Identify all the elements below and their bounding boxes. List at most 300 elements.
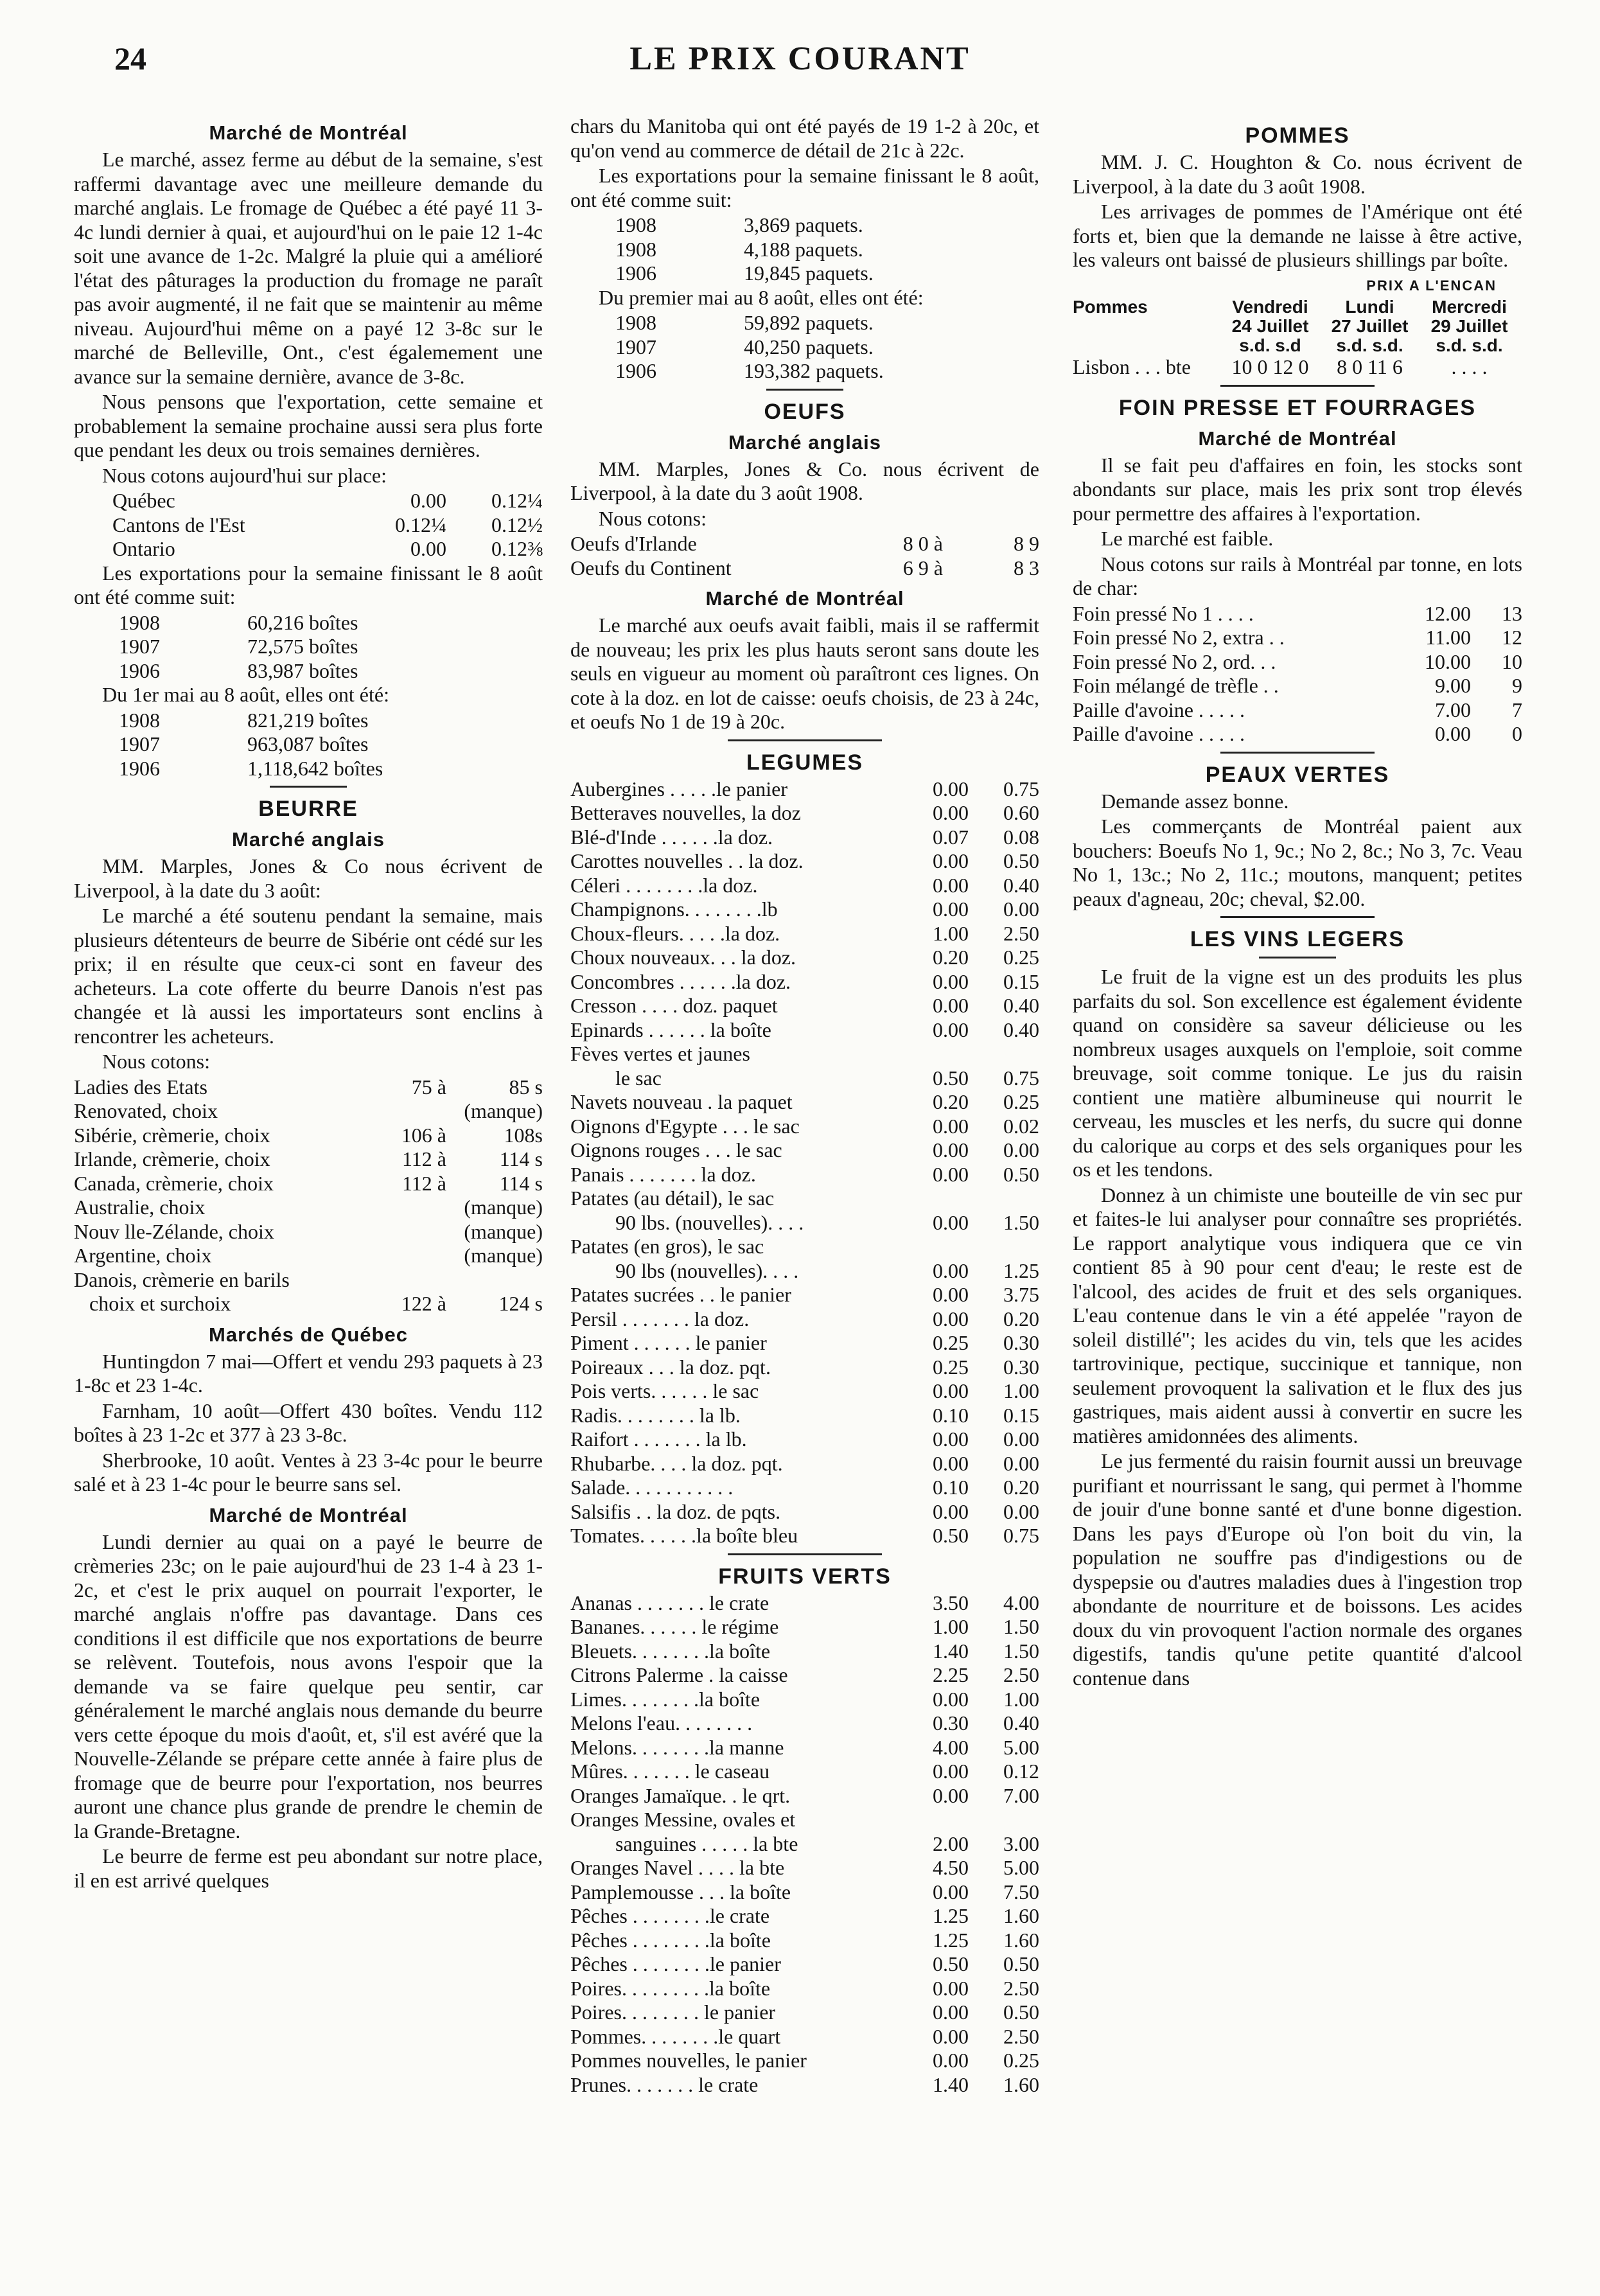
price-high: 2.50: [1003, 2024, 1039, 2048]
price-low: 7.00: [1435, 698, 1471, 721]
price-row: [570, 1904, 1039, 1929]
price-low: 0.00: [933, 1976, 969, 2000]
item-label: Bleuets. . . . . . . .la boîte: [570, 1639, 771, 1663]
item-label: 90 lbs (nouvelles). . . .: [615, 1258, 799, 1282]
price-low: 0.00: [933, 897, 969, 921]
oeufs-cotons-intro: Nous cotons:: [599, 506, 707, 530]
item-label: Epinards . . . . . . la boîte: [570, 1018, 771, 1041]
item-label: Fèves vertes et jaunes: [570, 1042, 750, 1065]
price-row: [570, 777, 1039, 802]
price-low: 0.00: [933, 1258, 969, 1282]
price-row: [570, 1331, 1039, 1356]
fromage-export-intro: Les exportations pour la semaine finissant le 8 août ont été comme suit:: [74, 561, 543, 608]
item-label: Rhubarbe. . . . la doz. pqt.: [570, 1451, 783, 1475]
price-row: [570, 1211, 1039, 1235]
price-row: [570, 2073, 1039, 2097]
price-row: [570, 874, 1039, 898]
price-row: Argentine, choix (manque): [74, 1244, 543, 1267]
price-high: 0.30: [1003, 1331, 1039, 1354]
price-high: [969, 1808, 1039, 1832]
item-label: Oignons rouges . . . le sac: [570, 1138, 782, 1161]
item-label: Paille d'avoine . . . . .: [1073, 722, 1245, 745]
price-high: 3.75: [1003, 1283, 1039, 1306]
price-high: 10: [1502, 649, 1522, 673]
price-row: [570, 2049, 1039, 2073]
price-row: choix et surchoix 122 à 124 s: [89, 1292, 543, 1315]
section-divider: [1220, 916, 1375, 918]
price-row: [570, 922, 1039, 946]
item-label: Citrons Palerme . la caisse: [570, 1663, 788, 1686]
export-row: 1907 72,575 boîtes: [119, 635, 358, 658]
price-row: [1073, 722, 1522, 746]
price-high: 0.50: [1003, 2000, 1039, 2024]
danois-label: Danois, crèmerie en barils: [74, 1267, 290, 1291]
item-label: Oranges Navel . . . . la bte: [570, 1856, 785, 1879]
pommes-para-1: MM. J. C. Houghton & Co. nous écrivent de Liverpool, à la date du 3 août 1908.: [1073, 150, 1522, 198]
price-low: 0.00: [933, 1210, 969, 1234]
price-row: [570, 1476, 1039, 1500]
price-high: 1.00: [1003, 1379, 1039, 1402]
price-high: 0.50: [1003, 849, 1039, 872]
item-label: Pêches . . . . . . . .la boîte: [570, 1928, 771, 1952]
price-low: 0.00: [933, 1499, 969, 1523]
item-label: Céleri . . . . . . . .la doz.: [570, 873, 758, 897]
beurre-para-2: Le marché a été soutenu pendant la semaine, mais plusieurs détenteurs de beurre de Sibérie ont cédé sur les prix; il en résulte que ceux-ci sont en faveur des acheteurs. La cote offerte du beurre Danois n'est pas changée et là aussi les importateurs sont enclins à rencontrer les acheteurs.: [74, 904, 543, 1048]
auction-caption: PRIX A L'ENCAN: [1366, 277, 1497, 294]
beurre-price-table: [74, 1075, 543, 1316]
auction-head-row: Pommes Vendredi Lundi Mercredi: [1073, 297, 1507, 317]
price-row: [570, 1688, 1039, 1712]
vins-para: Le jus fermenté du raisin fournit aussi un breuvage purifiant et nourrissant le sang, qui permet à l'homme de jouir d'une bonne santé et d'une bonne digestion. Dans les pays d'Europe où l'on boit du vin, la population ne souffre pas d'indigestions ou de dyspepsie ou d'autres maladies dues à l'ingestion trop abondante de nourriture et de boissons. Les acides doux du vin provoquent l'action normale des organes digestifs, tandis qu'une petite quantité d'alcool contenue dans: [1073, 1449, 1522, 1690]
price-row: [570, 1187, 1039, 1211]
price-high: 0.75: [1003, 1066, 1039, 1090]
auction-row: Lisbon . . . bte 10 0 12 0 8 0 11 6 . . . .: [1073, 355, 1488, 378]
price-row: [570, 1283, 1039, 1307]
export-row: 1907 963,087 boîtes: [119, 732, 369, 755]
item-label: Foin pressé No 1 . . . .: [1073, 601, 1254, 625]
price-low: 1.40: [933, 2072, 969, 2096]
price-row: [1073, 674, 1522, 698]
price-low: 4.50: [933, 1856, 969, 1879]
item-label: Choux-fleurs. . . . .la doz.: [570, 921, 780, 945]
item-label: le sac: [615, 1066, 662, 1090]
price-row: [570, 1115, 1039, 1139]
foin-price-list: [1073, 602, 1522, 746]
fromage-para-1: Le marché, assez ferme au début de la semaine, s'est raffermi davantage avec une meilleure demande du marché anglais. Le fromage de Québec a été payé 11 3-4c lundi dernier à quai, et aujourd'hui on le paie 12 1-4c soit une avance de 1-2c. Malgré la pluie qui a amélioré l'état des pâturages la production du fromage ne paraît pas avoir augmenté, il ne fait que se maintenir au même niveau. Aujourd'hui même on a payé 12 3-8c sur le marché de Belleville, Ont., c'est égalemement une avance sur la semaine dernière, avance de 3-8c.: [74, 148, 543, 388]
price-row: [570, 1760, 1039, 1784]
price-row: [1073, 698, 1522, 723]
price-row: [570, 1235, 1039, 1259]
price-low: 0.00: [933, 1018, 969, 1041]
price-low: 0.10: [933, 1476, 969, 1499]
price-low: 0.00: [933, 2049, 969, 2072]
item-label: Oignons d'Egypte . . . le sac: [570, 1114, 800, 1138]
price-low: [892, 1235, 969, 1259]
item-label: 90 lbs. (nouvelles). . . .: [615, 1210, 804, 1234]
price-high: [969, 1042, 1039, 1066]
price-low: 0.00: [933, 1687, 969, 1711]
item-label: Salade. . . . . . . . . . .: [570, 1476, 734, 1499]
fruits-heading: FRUITS VERTS: [718, 1564, 892, 1589]
price-row: [570, 1711, 1039, 1736]
price-high: 0.40: [1003, 994, 1039, 1017]
price-low: 0.50: [933, 1066, 969, 1090]
price-row: [570, 1832, 1039, 1857]
price-high: 7.50: [1003, 1880, 1039, 1903]
price-high: 7: [1512, 698, 1522, 721]
price-row: [570, 1784, 1039, 1808]
auction-head-row: 24 Juillet 27 Juillet 29 Juillet: [1231, 316, 1508, 336]
auction-head-row: s.d. s.d s.d. s.d. s.d. s.d.: [1239, 335, 1503, 355]
price-low: 1.40: [933, 1639, 969, 1663]
price-low: 0.20: [933, 1090, 969, 1113]
foin-para-3: Nous cotons sur rails à Montréal par tonne, en lots de char:: [1073, 552, 1522, 599]
item-label: Pommes nouvelles, le panier: [570, 2049, 807, 2072]
price-row: [570, 1663, 1039, 1688]
pommes-heading: POMMES: [1245, 123, 1350, 148]
item-label: Persil . . . . . . . la doz.: [570, 1307, 750, 1330]
fromage-cotons-intro: Nous cotons aujourd'hui sur place:: [102, 463, 387, 487]
price-low: [892, 1042, 969, 1066]
item-label: Piment . . . . . . le panier: [570, 1331, 767, 1354]
price-low: 11.00: [1425, 626, 1471, 649]
oeufs-para-1: MM. Marples, Jones & Co. nous écrivent de Liverpool, à la date du 3 août 1908.: [570, 457, 1039, 504]
item-label: Blé-d'Inde . . . . . .la doz.: [570, 825, 773, 849]
item-label: Poireaux . . . la doz. pqt.: [570, 1355, 771, 1379]
price-row: [570, 1259, 1039, 1284]
price-row: [570, 1356, 1039, 1380]
price-high: 0.12: [1003, 1760, 1039, 1783]
price-row: [570, 1977, 1039, 2001]
price-high: 7.00: [1003, 1783, 1039, 1807]
item-label: Pommes. . . . . . . .le quart: [570, 2024, 781, 2048]
price-high: 4.00: [1003, 1591, 1039, 1614]
price-high: 0.40: [1003, 873, 1039, 897]
price-row: Australie, choix (manque): [74, 1196, 543, 1219]
price-low: 0.00: [933, 777, 969, 800]
beurre-para-1: MM. Marples, Jones & Co nous écrivent de Liverpool, à la date du 3 août:: [74, 854, 543, 902]
price-high: 0.25: [1003, 946, 1039, 969]
price-low: 1.25: [933, 1928, 969, 1952]
price-row: [1073, 650, 1522, 675]
beurre-export-intro: Les exportations pour la semaine finissant le 8 août, ont été comme suit:: [570, 164, 1039, 211]
beurre-cotons-intro: Nous cotons:: [102, 1050, 210, 1073]
price-low: 0.00: [933, 2000, 969, 2024]
beurre-montreal-para-1: Lundi dernier au quai on a payé le beurre de crèmeries 23c; on le paie aujourd'hui de 23 1-4 à 23 1-2c, et c'est le prix auquel on pourrait l'exporter, le marché anglais n'offre pas davantage. Dans ces conditions il est difficile que nos exportations de beurre se relèvent. Toutefois, nous avons l'espoir que la demande va se faire quelque peu sentir, car généralement le marché anglais nous demande du beurre vers cette époque du mois d'août, et, s'il est avéré que la Nouvelle-Zélande se prépare cette année à faire plus de fromage que de beurre pour l'exportation, nos beurres auront une chance plus grande de prendre le chemin de la Grande-Bretagne.: [74, 1530, 543, 1842]
price-high: 2.50: [1003, 921, 1039, 945]
price-row: [570, 1090, 1039, 1115]
fromage-since-intro: Du 1er mai au 8 août, elles ont été:: [102, 683, 389, 706]
item-label: Pois verts. . . . . . le sac: [570, 1379, 759, 1402]
export-row: 1906 83,987 boîtes: [119, 658, 358, 682]
price-row: [570, 801, 1039, 826]
price-high: [969, 1235, 1039, 1259]
price-low: 0.00: [933, 1162, 969, 1186]
price-low: 0.00: [933, 1451, 969, 1475]
item-label: Tomates. . . . . .la boîte bleu: [570, 1524, 798, 1547]
auction-table: [1073, 297, 1522, 380]
price-high: 0.40: [1003, 1711, 1039, 1735]
item-label: Salsifis . . la doz. de pqts.: [570, 1499, 781, 1523]
price-high: 0.02: [1003, 1114, 1039, 1138]
price-row: Ladies des Etats 75 à 85 s: [74, 1075, 543, 1099]
price-row: [570, 1500, 1039, 1524]
section-divider: [1259, 957, 1336, 958]
price-row: [570, 1952, 1039, 1977]
beurre-montreal-para-2: Le beurre de ferme est peu abondant sur notre place, il en est arrivé quelques: [74, 1844, 543, 1892]
foin-sub: Marché de Montréal: [1198, 427, 1397, 450]
item-label: Pamplemousse . . . la boîte: [570, 1880, 791, 1903]
item-label: Betteraves nouvelles, la doz: [570, 801, 801, 824]
price-high: 1.50: [1003, 1615, 1039, 1638]
price-low: 12.00: [1425, 601, 1471, 625]
price-row: [570, 1307, 1039, 1332]
price-high: 5.00: [1003, 1735, 1039, 1759]
item-label: Navets nouveau . la paquet: [570, 1090, 793, 1113]
price-row: [570, 970, 1039, 994]
export-row: 1906 1,118,642 boîtes: [119, 756, 383, 780]
price-high: 3.00: [1003, 1832, 1039, 1855]
price-row: Cantons de l'Est 0.12¼ 0.12½: [112, 513, 543, 536]
price-low: 0.00: [933, 969, 969, 993]
fromage-heading: Marché de Montréal: [209, 121, 408, 144]
item-label: Melons. . . . . . . .la manne: [570, 1735, 784, 1759]
price-low: 9.00: [1435, 674, 1471, 697]
vins-heading: LES VINS LEGERS: [1190, 927, 1405, 951]
price-high: [969, 1187, 1039, 1211]
price-low: [892, 1808, 969, 1832]
price-row: Sibérie, crèmerie, choix 106 à 108s: [74, 1123, 543, 1147]
price-high: 0.75: [1003, 777, 1039, 800]
price-low: 0.00: [933, 801, 969, 824]
price-low: 1.00: [933, 921, 969, 945]
section-divider: [1220, 385, 1375, 387]
price-low: 2.00: [933, 1832, 969, 1855]
price-high: 0.50: [1003, 1952, 1039, 1975]
price-low: 1.25: [933, 1904, 969, 1927]
page-header: [0, 0, 1600, 84]
price-high: 0.00: [1003, 1138, 1039, 1161]
item-label: Cresson . . . . doz. paquet: [570, 994, 778, 1017]
price-high: 0.00: [1003, 1451, 1039, 1475]
price-low: 2.25: [933, 1663, 969, 1686]
price-row: Oeufs d'Irlande 8 0 à 8 9: [570, 532, 1039, 555]
price-row: [570, 1404, 1039, 1428]
price-row: [570, 1427, 1039, 1452]
oeufs-sub-montreal: Marché de Montréal: [705, 587, 904, 610]
item-label: Oranges Jamaïque. . le qrt.: [570, 1783, 791, 1807]
price-row: [1073, 626, 1522, 650]
price-high: 0.50: [1003, 1162, 1039, 1186]
price-low: 0.25: [933, 1355, 969, 1379]
price-high: 0.00: [1003, 1499, 1039, 1523]
foin-para-1: Il se fait peu d'affaires en foin, les stocks sont abondants sur place, mais les prix sont trop élevés pour permettre des affaires à l'exportation.: [1073, 453, 1522, 525]
price-low: 0.00: [933, 1427, 969, 1451]
price-low: 3.50: [933, 1591, 969, 1614]
item-label: sanguines . . . . . la bte: [615, 1832, 798, 1855]
oeufs-heading: OEUFS: [764, 399, 846, 424]
fromage-price-table: [74, 489, 543, 561]
item-label: Foin pressé No 2, ord. . .: [1073, 649, 1276, 673]
export-row: 1908 59,892 paquets.: [615, 311, 874, 334]
price-row: [570, 1452, 1039, 1476]
price-row: [570, 826, 1039, 850]
export-row: 1908 4,188 paquets.: [615, 237, 863, 261]
price-low: 10.00: [1425, 649, 1471, 673]
peaux-heading: PEAUX VERTES: [1205, 762, 1390, 787]
item-label: Pêches . . . . . . . .le panier: [570, 1952, 781, 1975]
page-number: 24: [114, 40, 146, 76]
beurre-sub-quebec: Marchés de Québec: [209, 1323, 408, 1346]
item-label: Poires. . . . . . . . .la boîte: [570, 1976, 771, 2000]
export-row: 1908 821,219 boîtes: [119, 708, 369, 732]
item-label: Poires. . . . . . . . le panier: [570, 2000, 776, 2024]
price-high: 2.50: [1003, 1663, 1039, 1686]
price-row: [570, 849, 1039, 874]
price-row: Renovated, choix (manque): [74, 1099, 543, 1122]
beurre-sub-montreal: Marché de Montréal: [209, 1503, 408, 1526]
item-label: Raifort . . . . . . . la lb.: [570, 1427, 747, 1451]
price-high: 0.40: [1003, 1018, 1039, 1041]
quebec-para: Sherbrooke, 10 août. Ventes à 23 3-4c pour le beurre salé et à 23 1-4c pour le beurre sans sel.: [74, 1448, 543, 1496]
beurre-since-intro: Du premier mai au 8 août, elles ont été:: [599, 285, 924, 309]
price-low: 0.00: [933, 994, 969, 1017]
export-row: 1906 19,845 paquets.: [615, 261, 874, 285]
price-high: 1.25: [1003, 1258, 1039, 1282]
quebec-para: Farnham, 10 août—Offert 430 boîtes. Vendu 112 boîtes à 23 1-2c et 377 à 23 3-8c.: [74, 1399, 543, 1446]
price-high: 1.50: [1003, 1639, 1039, 1663]
item-label: Concombres . . . . . .la doz.: [570, 969, 791, 993]
price-low: 0.20: [933, 946, 969, 969]
item-label: Prunes. . . . . . . le crate: [570, 2072, 759, 2096]
price-row: [570, 994, 1039, 1018]
price-high: 1.60: [1003, 2072, 1039, 2096]
price-high: 5.00: [1003, 1856, 1039, 1879]
item-label: Champignons. . . . . . . .lb: [570, 897, 778, 921]
price-row: [570, 1138, 1039, 1163]
fruits-price-list: [570, 1591, 1039, 2097]
price-row: Canada, crèmerie, choix 112 à 114 s: [74, 1171, 543, 1195]
price-low: 4.00: [933, 1735, 969, 1759]
item-label: Pêches . . . . . . . .le crate: [570, 1904, 770, 1927]
price-low: 0.00: [933, 1783, 969, 1807]
price-low: 0.00: [933, 1379, 969, 1402]
price-low: 0.00: [933, 1307, 969, 1330]
price-low: 1.00: [933, 1615, 969, 1638]
price-high: 0.75: [1003, 1524, 1039, 1547]
peaux-para-2: Les commerçants de Montréal paient aux bouchers: Boeufs No 1, 9c.; No 2, 8c.; No 3, 7c. Veau No 1, 13c.; No 2, 11c.; moutons, manquent; petites peaux d'agneau, 20c; cheval, $2.00.: [1073, 815, 1522, 910]
price-high: 0.60: [1003, 801, 1039, 824]
price-low: 0.00: [1435, 722, 1471, 745]
vins-para: Le fruit de la vigne est un des produits les plus parfaits du sol. Son excellence est également évidente quand on considère sa saveur délicieuse ou les nombreux usages auxquels on l'emploie, soit comme breuvage, soit comme tonique. Le jus du raisin contient une matière albumineuse qui nourrit le cerveau, les muscles et les nerfs, du sucre qui donne du calorique au corps et des sels organiques pour les os et les tendons.: [1073, 965, 1522, 1181]
export-row: 1908 3,869 paquets.: [615, 213, 863, 236]
item-label: Melons l'eau. . . . . . . .: [570, 1711, 753, 1735]
price-row: Nouv lle-Zélande, choix (manque): [74, 1219, 543, 1243]
price-low: 0.07: [933, 825, 969, 849]
price-row: [570, 1929, 1039, 1953]
price-low: 0.10: [933, 1403, 969, 1427]
beurre-heading: BEURRE: [258, 797, 358, 821]
price-row: Québec 0.00 0.12¼: [112, 489, 543, 512]
price-row: [570, 2000, 1039, 2025]
price-high: 0.15: [1003, 969, 1039, 993]
price-high: 0.00: [1003, 1427, 1039, 1451]
price-row: [570, 1591, 1039, 1616]
price-row: Ontario 0.00 0.12⅜: [112, 537, 543, 560]
price-row: [570, 1615, 1039, 1639]
price-high: 1.50: [1003, 1210, 1039, 1234]
export-row: 1908 60,216 boîtes: [119, 610, 358, 634]
price-high: 1.00: [1003, 1687, 1039, 1711]
price-high: 0.30: [1003, 1355, 1039, 1379]
price-high: 0.15: [1003, 1403, 1039, 1427]
item-label: Panais . . . . . . . la doz.: [570, 1162, 756, 1186]
price-high: 9: [1512, 674, 1522, 697]
price-row: [570, 897, 1039, 922]
price-row: [570, 1639, 1039, 1664]
foin-heading: FOIN PRESSE ET FOURRAGES: [1118, 395, 1477, 420]
item-label: Foin pressé No 2, extra . .: [1073, 626, 1285, 649]
price-row: [1073, 602, 1522, 626]
price-row: Oeufs du Continent 6 9 à 8 3: [570, 556, 1039, 579]
price-high: 1.60: [1003, 1904, 1039, 1927]
price-high: 0.08: [1003, 825, 1039, 849]
vins-para: Donnez à un chimiste une bouteille de vin sec pur et faites-le lui analyser pour connaître ses propriétés. Le rapport analytique vous indiquera que ce vin contient 85 à 90 pour cent d'eau; le reste est de l'alcool, des acides de fruit et des sels organiques. L'eau contenue dans le vin a été appelée "rayon de soleil distillé"; les acides du vin, tels que les acides tartrovinique, pectique, succinique et tannique, non seulement provoquent la salivation et le flux des jus gastriques, mais aident aussi à convertir en sucre les matières amidonnées des aliments.: [1073, 1183, 1522, 1447]
item-label: Ananas . . . . . . . le crate: [570, 1591, 769, 1614]
section-divider: [1220, 752, 1375, 754]
item-label: Paille d'avoine . . . . .: [1073, 698, 1245, 721]
price-low: 0.00: [933, 1114, 969, 1138]
price-row: [570, 1736, 1039, 1760]
item-label: Foin mélangé de trèfle . .: [1073, 674, 1279, 697]
price-low: 0.00: [933, 1283, 969, 1306]
quebec-para: Huntingdon 7 mai—Offert et vendu 293 paquets à 23 1-8c et 23 1-4c.: [74, 1349, 543, 1397]
item-label: Aubergines . . . . .le panier: [570, 777, 787, 800]
item-label: Patates (au détail), le sac: [570, 1187, 775, 1210]
section-divider: [728, 739, 882, 741]
running-title: LE PRIX COURANT: [629, 40, 971, 77]
price-row: [570, 1808, 1039, 1832]
price-low: 0.00: [933, 2024, 969, 2048]
price-low: 0.00: [933, 873, 969, 897]
price-low: 0.00: [933, 1138, 969, 1161]
item-label: Mûres. . . . . . . le caseau: [570, 1760, 770, 1783]
item-label: Patates sucrées . . le panier: [570, 1283, 791, 1306]
price-row: [570, 1379, 1039, 1404]
item-label: Choux nouveaux. . . la doz.: [570, 946, 796, 969]
price-row: [570, 1042, 1039, 1066]
price-row: [570, 1856, 1039, 1880]
price-low: 0.50: [933, 1952, 969, 1975]
price-high: 1.60: [1003, 1928, 1039, 1952]
price-low: 0.30: [933, 1711, 969, 1735]
section-divider: [270, 786, 347, 788]
item-label: Limes. . . . . . . .la boîte: [570, 1687, 760, 1711]
price-high: 0.20: [1003, 1476, 1039, 1499]
item-label: Oranges Messine, ovales et: [570, 1808, 796, 1831]
price-row: [570, 946, 1039, 970]
price-high: 0.25: [1003, 2049, 1039, 2072]
legumes-price-list: [570, 777, 1039, 1548]
section-divider: [728, 1553, 882, 1555]
price-low: 0.00: [933, 849, 969, 872]
item-label: Carottes nouvelles . . la doz.: [570, 849, 804, 872]
price-high: 13: [1502, 601, 1522, 625]
price-low: 0.00: [933, 1880, 969, 1903]
price-row: [570, 1524, 1039, 1548]
price-row: [570, 2025, 1039, 2049]
export-row: 1907 40,250 paquets.: [615, 335, 874, 358]
